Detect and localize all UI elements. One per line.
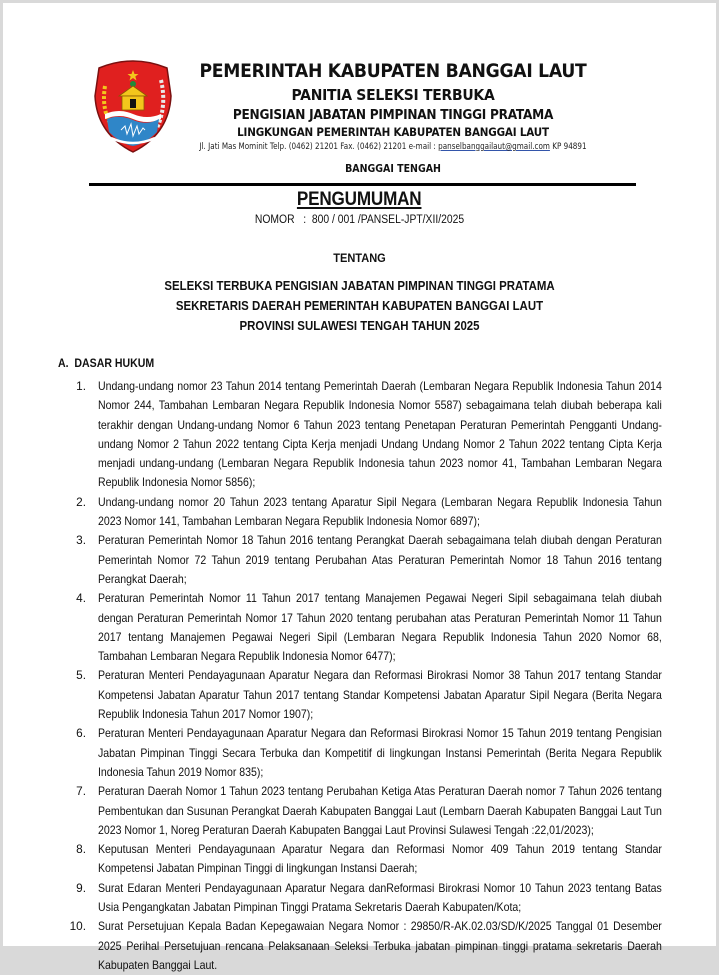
banggai-laut-emblem-icon (91, 56, 175, 154)
document-page (3, 3, 716, 972)
email-link[interactable]: panselbanggailaut@gmail.com (438, 142, 550, 152)
tentang-heading: TENTANG (333, 251, 386, 265)
list-item-number: 7. (76, 784, 86, 799)
postal-code: KP 94891 (549, 142, 587, 152)
list-item-number: 4. (76, 591, 86, 606)
list-item-number: 10. (69, 919, 86, 934)
list-item-text: Keputusan Menteri Pendayagunaan Aparatur Negara dan Reformasi Nomor 409 Tahun 2019 tentang Standar Kompetensi Jabatan Pimpinan Tinggi di lingkungan Instansi Daerah; (98, 842, 662, 876)
list-item-text: Undang-undang nomor 20 Tahun 2023 tentang Aparatur Sipil Negara (Lembaran Negara Republik Indonesia Tahun 2023 Nomor 141, Tambahan Lembaran Negara Republik Indonesia Nomor 6897); (98, 494, 662, 529)
list-item (62, 493, 662, 532)
list-item (62, 840, 662, 879)
announcement-title: PENGUMUMAN (297, 189, 422, 210)
letterhead-divider (89, 183, 636, 186)
list-item (62, 724, 662, 782)
announcement-subject (3, 276, 716, 336)
list-item-text: Peraturan Menteri Pendayagunaan Aparatur Negara dan Reformasi Birokrasi Nomor 38 Tahun 2017 tentang Standar Kompetensi Jabatan Aparatur Tahun 2017 tentang Standar Kompetensi Jabatan Aparatur Sipil Negara (Berita Negara Republik Indonesia Tahun 2017 Nomor 1907); (98, 668, 662, 722)
letterhead-address (191, 142, 594, 152)
list-item-text: Undang-undang nomor 23 Tahun 2014 tentang Pemerintah Daerah (Lembaran Negara Republik Indonesia Tahun 2014 Nomor 244, Tambahan Lembaran Negara Republik Indonesia Nomor 5587) sebagaimana telah diubah beberapa kali terakhir dengan Undang-undang Nomor 6 Tahun 2023 tentang Penetapan Peraturan Pemerintah Pengganti Undang-undang Nomor 2 Tahun 2022 tentang Cipta Kerja menjadi Undang Undang Nomor 2 Tahun 2022 tentang Cipta Kerja menjadi undang-undang (Lembaran Negara Republik Indonesia tahun 2023 nomor 41, Tambahan Lembaran Negara Republik Indonesia Nomor 5856); (98, 379, 662, 490)
nomor-separator: : (303, 214, 307, 226)
list-item (62, 377, 662, 493)
subject-line: SELEKSI TERBUKA PENGISIAN JABATAN PIMPINAN TINGGI PRATAMA (164, 278, 555, 293)
list-item-number: 6. (76, 726, 86, 741)
list-item (62, 917, 662, 975)
list-item (62, 879, 662, 918)
letterhead-line-3: PENGISIAN JABATAN PIMPINAN TINGGI PRATAMA (232, 107, 554, 123)
subject-line: PROVINSI SULAWESI TENGAH TAHUN 2025 (239, 318, 480, 333)
letterhead-line-1: PEMERINTAH KABUPATEN BANGGAI LAUT (199, 61, 587, 82)
list-item-number: 8. (76, 842, 86, 857)
list-item-text: Peraturan Pemerintah Nomor 11 Tahun 2017 tentang Manajemen Pegawai Negeri Sipil sebagaimana telah diubah dengan Peraturan Pemerintah Nomor 17 Tahun 2020 tentang perubahan atas Peraturan Pemerintah Nomor 11 Tahun 2017 tentang Manajemen Pegawai Negeri Sipil (Lembaran Negara Republik Indonesia Tahun 2020 Nomor 68, Tambahan Lembaran Negara Republik Indonesia Nomor 6477); (98, 591, 662, 664)
list-item-number: 5. (76, 668, 86, 683)
list-item-number: 1. (76, 379, 86, 393)
list-item-text: Surat Persetujuan Kepala Badan Kepegawaian Negara Nomor : 29850/R-AK.02.03/SD/K/2025 Tanggal 01 Desember 2025 Perihal Persetujuan rencana Pelaksanaan Seleksi Terbuka jabatan pimpinan tinggi pratama sekretaris Daerah Kabupaten Banggai Laut. (98, 919, 662, 972)
list-item (62, 782, 662, 840)
letterhead-district: BANGGAI TENGAH (345, 163, 441, 175)
list-item-number: 3. (76, 533, 86, 548)
legal-basis-list (62, 377, 662, 975)
list-item (62, 589, 662, 666)
list-item-text: Surat Edaran Menteri Pendayagunaan Aparatur Negara danReformasi Birokrasi Nomor 10 Tahun 2023 tentang Batas Usia Pengangkatan Jabatan Pimpinan Tinggi Pratama Sekretaris Daerah Kabupaten/Kota; (98, 880, 662, 915)
address-text: Jl. Jati Mas Mominit Telp. (0462) 21201 Fax. (0462) 21201 e-mail : (199, 142, 439, 152)
list-item-text: Peraturan Pemerintah Nomor 18 Tahun 2016 tentang Perangkat Daerah sebagaimana telah diubah dengan Peraturan Pemerintah Nomor 72 Tahun 2019 tentang Perubahan Atas Peraturan Pemerintah Nomor 18 Tahun 2016 tentang Perangkat Daerah; (98, 533, 662, 586)
subject-line: SEKRETARIS DAERAH PEMERINTAH KABUPATEN BANGGAI LAUT (175, 298, 544, 313)
announcement-title-wrap (3, 189, 716, 211)
list-item-number: 2. (76, 494, 86, 509)
list-item-text: Peraturan Menteri Pendayagunaan Aparatur Negara dan Reformasi Birokrasi Nomor 15 Tahun 2019 tentang Pengisian Jabatan Pimpinan Tinggi Secara Terbuka dan Kompetitif di lingkungan Instansi Pemerintah (Berita Negara Republik Indonesia Tahun 2019 Nomor 835); (98, 726, 662, 779)
letterhead-line-4: LINGKUNGAN PEMERINTAH KABUPATEN BANGGAI LAUT (237, 125, 549, 139)
list-item (62, 666, 662, 724)
list-item-text: Peraturan Daerah Nomor 1 Tahun 2023 tentang Perubahan Ketiga Atas Peraturan Daerah nomor 7 Tahun 2026 tentang Pembentukan dan Susunan Perangkat Daerah Kabupaten Banggai Laut (Lembarn Daerah Kabupaten Banggai Laut Tun 2023 Nomor 1, Noreg Peraturan Daerah Kabupaten Banggai Laut Provinsi Sulawesi Tengah :22,01/2023); (98, 784, 662, 837)
list-item-number: 9. (76, 880, 86, 895)
list-item (62, 531, 662, 589)
announcement-number (39, 214, 681, 226)
nomor-label: NOMOR (254, 214, 295, 226)
nomor-value: 800 / 001 /PANSEL-JPT/XII/2025 (311, 214, 465, 226)
letterhead-line-2: PANITIA SELEKSI TERBUKA (291, 86, 495, 104)
section-heading-dasar-hukum: A. DASAR HUKUM (58, 356, 155, 370)
